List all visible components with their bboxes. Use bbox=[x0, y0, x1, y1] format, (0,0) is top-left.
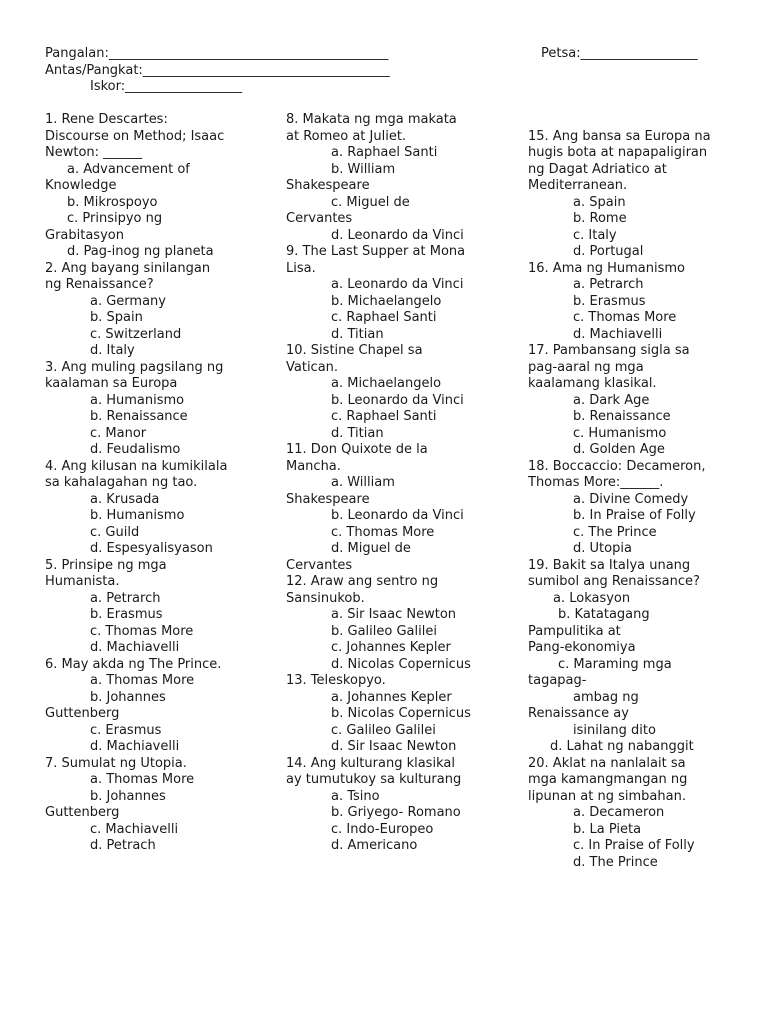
question-text: 3. Ang muling pagsilang ng bbox=[45, 359, 224, 375]
answer-choice: d. Nicolas Copernicus bbox=[331, 656, 471, 672]
question-text: Pampulitika at bbox=[528, 623, 621, 639]
answer-choice: d. Utopia bbox=[573, 541, 632, 556]
question-text: Pang-ekonomiya bbox=[528, 640, 636, 655]
question-text: 9. The Last Supper at Mona bbox=[286, 244, 466, 259]
name-field[interactable]: Pangalan:___________________________________________ bbox=[45, 46, 389, 61]
question-text: ng Renaissance? bbox=[45, 277, 154, 292]
answer-choice: b. Griyego- Romano bbox=[331, 805, 461, 820]
answer-choice: c. Italy bbox=[573, 227, 617, 243]
answer-choice: b. La Pieta bbox=[573, 821, 642, 837]
question-text: Cervantes bbox=[286, 211, 353, 226]
answer-choice: a. Leonardo da Vinci bbox=[331, 277, 464, 292]
question-text: 11. Don Quixote de la bbox=[286, 442, 428, 457]
question-text: hugis bota at napapaligiran bbox=[528, 145, 708, 160]
question-text: ambag ng bbox=[573, 689, 639, 705]
answer-choice: d. Miguel de bbox=[331, 541, 411, 556]
question-text: 19. Bakit sa Italya unang bbox=[528, 557, 691, 573]
answer-choice: b. Erasmus bbox=[573, 293, 646, 309]
question-text: ay tumutukoy sa kulturang bbox=[286, 772, 462, 787]
answer-choice: d. Portugal bbox=[573, 244, 644, 259]
question-text: 14. Ang kulturang klasikal bbox=[286, 755, 455, 771]
answer-choice: c. Thomas More bbox=[331, 524, 435, 540]
question-text: Guttenberg bbox=[45, 805, 120, 820]
answer-choice: d. Machiavelli bbox=[573, 326, 663, 342]
question-text: isinilang dito bbox=[573, 722, 656, 738]
answer-choice: d. Machiavelli bbox=[90, 739, 180, 754]
answer-choice: d. Espesyalisyason bbox=[90, 541, 213, 556]
answer-choice: d. Feudalismo bbox=[90, 442, 181, 457]
answer-choice: a. Johannes Kepler bbox=[331, 689, 452, 705]
answer-choice: a. Sir Isaac Newton bbox=[331, 607, 457, 622]
question-text: 2. Ang bayang sinilangan bbox=[45, 260, 211, 276]
answer-choice: b. Rome bbox=[573, 211, 627, 226]
question-text: 12. Araw ang sentro ng bbox=[286, 574, 439, 589]
question-text: Discourse on Method; Isaac bbox=[45, 128, 225, 144]
question-text: Cervantes bbox=[286, 557, 353, 573]
question-text: Mediterranean. bbox=[528, 178, 628, 193]
question-text: Mancha. bbox=[286, 458, 341, 474]
answer-choice: d. Leonardo da Vinci bbox=[331, 227, 464, 243]
question-text: Renaissance ay bbox=[528, 706, 629, 721]
answer-choice: c. Indo-Europeo bbox=[331, 821, 434, 837]
question-text: at Romeo at Juliet. bbox=[286, 128, 407, 144]
answer-choice: c. Prinsipyo ng bbox=[67, 211, 163, 226]
answer-choice: b. William bbox=[331, 161, 396, 177]
question-text: 7. Sumulat ng Utopia. bbox=[45, 755, 187, 771]
answer-choice: d. Sir Isaac Newton bbox=[331, 739, 457, 754]
answer-choice: b. Mikrospoyo bbox=[67, 194, 158, 210]
answer-choice: a. Divine Comedy bbox=[573, 491, 689, 507]
answer-choice: a. Thomas More bbox=[90, 673, 195, 688]
question-text: 15. Ang bansa sa Europa na bbox=[528, 128, 711, 144]
grade-section-field[interactable]: Antas/Pangkat:______________________________________ bbox=[45, 62, 390, 78]
answer-choice: d. Americano bbox=[331, 838, 418, 853]
question-text: 1. Rene Descartes: bbox=[45, 112, 168, 127]
answer-choice: c. Manor bbox=[90, 425, 147, 441]
answer-choice: c. Thomas More bbox=[90, 623, 194, 639]
question-text: Shakespeare bbox=[286, 178, 370, 193]
answer-choice: c. Guild bbox=[90, 524, 140, 540]
question-text: 13. Teleskopyo. bbox=[286, 673, 386, 688]
answer-choice: c. Galileo Galilei bbox=[331, 722, 436, 738]
answer-choice: a. Advancement of bbox=[67, 161, 190, 177]
answer-choice: c. Raphael Santi bbox=[331, 409, 437, 424]
question-text: kaalaman sa Europa bbox=[45, 376, 178, 391]
answer-choice: d. Pag-inog ng planeta bbox=[67, 244, 214, 259]
question-text: tagapag- bbox=[528, 673, 587, 688]
question-text: 16. Ama ng Humanismo bbox=[528, 260, 685, 276]
answer-choice: b. Michaelangelo bbox=[331, 293, 442, 309]
question-text: Shakespeare bbox=[286, 491, 370, 507]
answer-choice: a. Dark Age bbox=[573, 392, 650, 408]
question-text: kaalamang klasikal. bbox=[528, 376, 657, 391]
question-text: 17. Pambansang sigla sa bbox=[528, 343, 690, 358]
answer-choice: a. Raphael Santi bbox=[331, 145, 438, 160]
answer-choice: c. Miguel de bbox=[331, 194, 410, 210]
question-text: 20. Aklat na nanlalait sa bbox=[528, 755, 686, 771]
answer-choice: c. Raphael Santi bbox=[331, 310, 437, 325]
answer-choice: a. Tsino bbox=[331, 788, 380, 804]
answer-choice: a. Petrarch bbox=[90, 590, 161, 606]
score-field[interactable]: Iskor:__________________ bbox=[90, 79, 243, 94]
answer-choice: b. Galileo Galilei bbox=[331, 623, 437, 639]
question-text: Knowledge bbox=[45, 178, 117, 193]
question-text: mga kamangmangan ng bbox=[528, 772, 688, 787]
answer-choice: a. William bbox=[331, 475, 395, 490]
answer-choice: b. Spain bbox=[90, 310, 143, 325]
question-text: lipunan at ng simbahan. bbox=[528, 788, 686, 804]
answer-choice: d. Golden Age bbox=[573, 442, 665, 457]
date-field[interactable]: Petsa:__________________ bbox=[541, 46, 698, 61]
question-text: 6. May akda ng The Prince. bbox=[45, 656, 222, 672]
answer-choice: a. Petrarch bbox=[573, 277, 644, 292]
answer-choice: d. Lahat ng nabanggit bbox=[550, 739, 694, 754]
answer-choice: c. Machiavelli bbox=[90, 821, 179, 837]
answer-choice: a. Spain bbox=[573, 194, 626, 210]
answer-choice: c. Humanismo bbox=[573, 425, 667, 441]
answer-choice: d. Titian bbox=[331, 326, 384, 342]
question-text: Sansinukob. bbox=[286, 590, 365, 606]
question-text: pag-aaral ng mga bbox=[528, 359, 644, 375]
answer-choice: a. Decameron bbox=[573, 805, 665, 820]
question-text: 5. Prinsipe ng mga bbox=[45, 557, 167, 573]
question-text: 10. Sistine Chapel sa bbox=[286, 343, 423, 358]
question-text: 4. Ang kilusan na kumikilala bbox=[45, 458, 228, 474]
question-text: ng Dagat Adriatico at bbox=[528, 161, 667, 177]
answer-choice: b. Renaissance bbox=[90, 409, 188, 424]
answer-choice: b. Renaissance bbox=[573, 409, 671, 424]
question-text: Humanista. bbox=[45, 574, 120, 589]
question-text: Lisa. bbox=[286, 260, 316, 276]
answer-choice: b. Leonardo da Vinci bbox=[331, 508, 464, 523]
answer-choice: a. Germany bbox=[90, 293, 166, 309]
answer-choice: c. Maraming mga bbox=[558, 656, 672, 672]
question-text: Guttenberg bbox=[45, 706, 120, 721]
answer-choice: b. Johannes bbox=[90, 788, 166, 804]
question-text: Thomas More:______. bbox=[528, 475, 664, 490]
answer-choice: a. Lokasyon bbox=[553, 590, 631, 606]
answer-choice: a. Humanismo bbox=[90, 392, 185, 408]
answer-choice: b. Erasmus bbox=[90, 607, 163, 622]
question-text: 8. Makata ng mga makata bbox=[286, 112, 457, 127]
question-text: sumibol ang Renaissance? bbox=[528, 574, 700, 589]
answer-choice: b. In Praise of Folly bbox=[573, 508, 696, 523]
answer-choice: c. Switzerland bbox=[90, 326, 182, 342]
answer-choice: b. Humanismo bbox=[90, 508, 185, 523]
answer-choice: c. In Praise of Folly bbox=[573, 838, 695, 853]
answer-choice: c. Johannes Kepler bbox=[331, 640, 451, 655]
answer-choice: d. Italy bbox=[90, 343, 135, 358]
answer-choice: d. Petrach bbox=[90, 838, 156, 853]
answer-choice: d. Titian bbox=[331, 425, 384, 441]
answer-choice: c. The Prince bbox=[573, 524, 657, 540]
question-text: Vatican. bbox=[286, 359, 339, 375]
answer-choice: d. Machiavelli bbox=[90, 640, 180, 655]
answer-choice: c. Erasmus bbox=[90, 722, 162, 738]
answer-choice: b. Leonardo da Vinci bbox=[331, 392, 464, 408]
answer-choice: a. Michaelangelo bbox=[331, 376, 442, 391]
answer-choice: c. Thomas More bbox=[573, 310, 677, 325]
question-text: Grabitasyon bbox=[45, 227, 124, 243]
answer-choice: b. Johannes bbox=[90, 689, 166, 705]
question-text: sa kahalagahan ng tao. bbox=[45, 475, 198, 490]
answer-choice: b. Katatagang bbox=[558, 607, 650, 622]
answer-choice: d. The Prince bbox=[573, 854, 658, 870]
answer-choice: a. Thomas More bbox=[90, 772, 195, 787]
question-text: Newton: ______ bbox=[45, 145, 143, 160]
answer-choice: a. Krusada bbox=[90, 491, 160, 507]
answer-choice: b. Nicolas Copernicus bbox=[331, 706, 471, 721]
question-text: 18. Boccaccio: Decameron, bbox=[528, 458, 706, 474]
